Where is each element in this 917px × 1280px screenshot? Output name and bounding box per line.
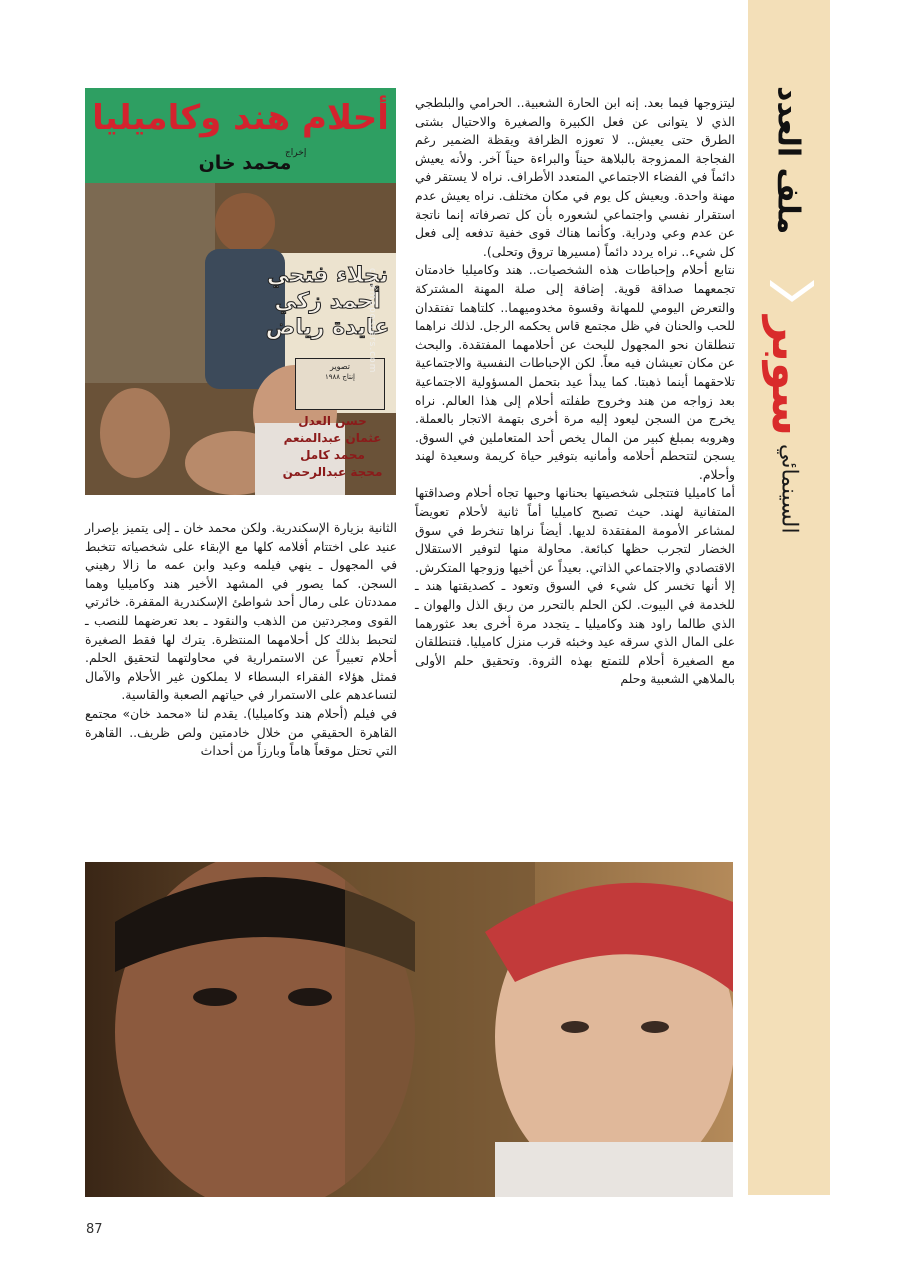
poster-cast-3: محمد كامل bbox=[300, 448, 365, 462]
poster-title: أحلام هند وكاميليا bbox=[92, 98, 389, 138]
paragraph: الثانية بزيارة الإسكندرية. ولكن محمد خان ـ إلى يتميز بإصرار عنيد على اختتام أفلامه كلها مع الإبقاء على شخصياته تتخبط في المجهول ـ ينهي فيلمه وعيد وابن عمه ما زالا رهيني السجن. كما يصور في المشهد الأخير هند وكاميليا وهما ممددتان على رمال أحد شواطئ الإسكندرية المقفرة. خائرتي القوى ومجردتين من الذهب والنقود ـ بعد تعرضهما للنصب ـ لتحبط بذلك كل أحلامهما المنتظرة. يترك لها فقط الصغيرة أحلام تعبيراً عن الاستمرارية في محاولتهما لتحقيق الحلم. فمثل هؤلاء الفقراء البسطاء لا يملكون غير الأحلام والآمال لتساعدهم على الاستمرار في حياتهم الصعبة والقاسية. bbox=[85, 520, 397, 703]
poster-cast-2: عثمان عبدالمنعم bbox=[283, 431, 382, 445]
paragraph: نتابع أحلام وإحباطات هذه الشخصيات.. هند وكاميليا خادمتان تجمعهما صداقة قوية. إضافة إلى صلة المهنة المشتركة والتعرض اليومي للمهانة وقسوة مخدوميهما.. كلتاهما تفتقدان للحب والحنان في ظل مجتمع قاس يحكمه الرجل. لذلك نراهما تنطلقان نحو المجهول للبحث عن أحلامهما المفتقدة. والبحث عن مكان تعيشان فيه معاً. لكن الإحباطات النفسية والاجتماعية تلاحقهما أينما ذهبتا. كما يبدأ عيد بتحمل المسؤولية الاجتماعية بعد زواجه من هند وخروج طفلته أحلام إلى هذا العالم. نراه يخرج من السجن ليعود إليه مرة أخرى بتهمة الاتجار بالعملة. وهروبه بمبلغ كبير من المال يخص أحد المتعاملين في السوق. يسجن لتتحطم أحلامه وأمانيه بتوفير حياة كريمة وسعيدة لهند وأحلام. bbox=[415, 262, 735, 482]
poster-star-2: أحمد زكي bbox=[274, 289, 381, 314]
paragraph: ليتزوجها فيما بعد. إنه ابن الحارة الشعبية.. الحرامي والبلطجي الذي لا يتوانى عن فعل الكبيرة والصغيرة والاحتيال بشتى الطرق حتى يعيش.. لا تعوزه الظرافة ويقظة الضمير رغم الفجاجة الممزوجة بالبلاهة حيناً والبراءة حيناً آخر. ولأنه يعيش دائماً في الفضاء الاجتماعي المتعدد الأطراف. نراه لا يستقر في مهنة واحدة. ويعيش كل يوم في مكان مختلف. نراه يعيش عدم استقرار نفسي واجتماعي لشعوره بأن كل تصرفاته إنما ناتجة عن عدم وعي ودراية. وكأنما هناك قوى خفية تدفعه إلى فعل كل شيء.. نراه يردد دائماً (مسيرها تروق وتحلى). bbox=[415, 95, 735, 259]
logo-main: سوبر bbox=[762, 316, 816, 437]
poster-watermark: cinemaposters.com bbox=[367, 268, 377, 374]
page-number: 87 bbox=[86, 1222, 103, 1237]
paragraph: أما كاميليا فتتجلى شخصيتها بحنانها وحبها تجاه أحلام وصداقتها المتفانية لهند. حيث تصبح كاميليا أماً ثانية لأحلام تعويضاً لمشاعر الأمومة المفتقدة لديها. أيضاً نراها تنخرط في سوق الخضار لتجرب حظها كبائعة. محاولة منها لتوفير الاستقلال الاقتصادي والاجتماعي الذاتي. بعيداً عن أخيها وزوجها المتكرش. إلا أنها تخسر كل شيء في السوق وتعود ـ كصديقتها هند ـ للخدمة في البيوت. لكن الحلم بالتحرر من ربق الذل والهوان ـ الذي طالما راود هند وكاميليا ـ يتجدد مرة أخرى بعد عثورهما على المال الذي سرقه عيد وخبئه قرب منزل كاميليا. فتنطلقان مع الصغيرة أحلام للتمتع بهذه الثروة. وتحقيق حلم الأولى بالملاهي الشعبية وحلم bbox=[415, 485, 735, 687]
poster-box-line2: إنتاج ١٩٨٨ bbox=[325, 373, 355, 381]
chevron-down-icon bbox=[770, 280, 814, 302]
article-column-right bbox=[415, 94, 735, 854]
poster-star-1: نجلاء فتحي bbox=[266, 263, 389, 288]
logo-sub: السينمائي bbox=[776, 444, 802, 534]
poster-director-label: إخراج bbox=[285, 148, 307, 158]
paragraph: في فيلم (أحلام هند وكاميليا). يقدم لنا «محمد خان» مجتمع القاهرة الحقيقي من خلال خادمتين ولص ظريف.. القاهرة التي تحتل موقعاً هاماً وبارزاً من أحداث bbox=[85, 705, 397, 759]
poster-director: محمد خان bbox=[198, 152, 292, 174]
poster-box-line1: تصوير bbox=[330, 362, 350, 371]
poster-cast bbox=[275, 413, 390, 481]
film-still-photo bbox=[85, 862, 733, 1197]
poster-star-3: عايدة رياض bbox=[265, 315, 390, 340]
section-label: ملف العدد bbox=[770, 85, 806, 235]
poster-cast-1: حسن العدل bbox=[298, 414, 367, 428]
poster-cast-4: محجة عبدالرحمن bbox=[282, 465, 383, 479]
film-poster bbox=[85, 88, 396, 495]
article-column-left bbox=[85, 519, 397, 854]
magazine-logo bbox=[752, 310, 826, 540]
